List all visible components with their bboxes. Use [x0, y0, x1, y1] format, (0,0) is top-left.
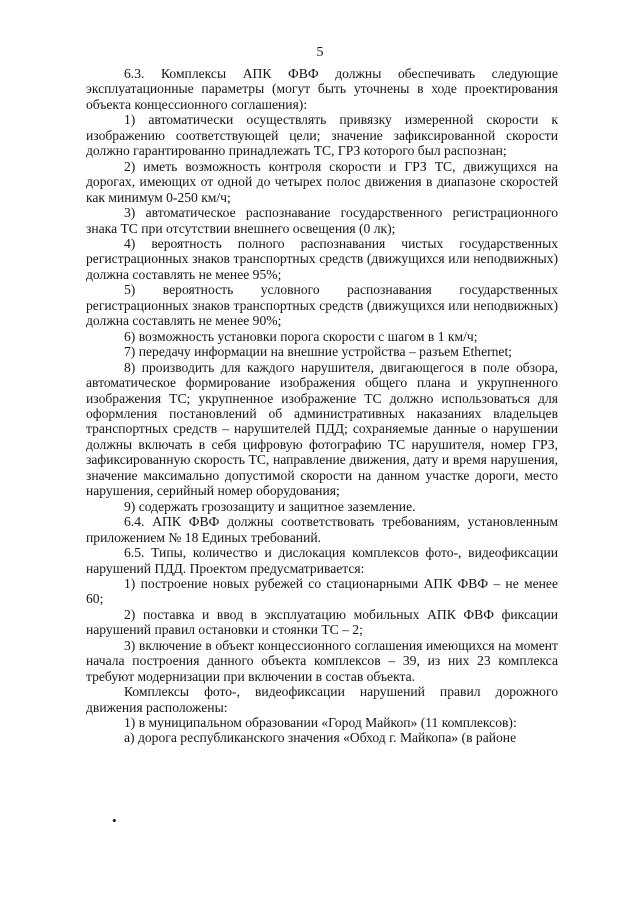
paragraph-item-4: 4) вероятность полного распознавания чистых государственных регистрационных знаков транспортных средств (движущихся или неподвижных) должна составлять не менее 95%;	[86, 235, 558, 282]
paragraph-provision-2: 2) поставка и ввод в эксплуатацию мобильных АПК ФВФ фиксации нарушений правил остановки и стоянки ТС – 2;	[86, 606, 558, 638]
paragraph-item-8: 8) производить для каждого нарушителя, двигающегося в поле обзора, автоматическое формирование изображения общего плана и укрупненного изображения ТС; укрупненное изображение ТС должно использоваться для оформления постановлений об административных наказаниях владельцев транспортных средств – нарушителей ПДД; сохраняемые данные о нарушении должны включать в себя цифровую фотографию ТС нарушителя, номер ГРЗ, зафиксированную скорость ТС, направление движения, дату и время нарушения, значение максимально допустимой скорости на данном участке дороги, место нарушения, серийный номер оборудования;	[86, 359, 558, 499]
paragraph-locations-intro: Комплексы фото-, видеофиксации нарушений правил дорожного движения расположены:	[86, 684, 558, 715]
paragraph-6-4: 6.4. АПК ФВФ должны соответствовать требованиям, установленным приложением № 18 Единых требований.	[86, 514, 558, 545]
document-body	[86, 66, 558, 746]
paragraph-item-5: 5) вероятность условного распознавания государственных регистрационных знаков транспортных средств (движущихся или неподвижных) должна составлять не менее 90%;	[86, 282, 558, 329]
paragraph-item-3: 3) автоматическое распознавание государственного регистрационного знака ТС при отсутствии внешнего освещения (0 лк);	[86, 205, 558, 236]
paragraph-road-a: а) дорога республиканского значения «Обход г. Майкопа» (в районе	[124, 730, 517, 746]
paragraph-item-2: 2) иметь возможность контроля скорости и ГРЗ ТС, движущихся на дорогах, имеющих от одной до четырех полос движения в диапазоне скоростей как минимум 0-250 км/ч;	[86, 158, 558, 205]
paragraph-provision-1: 1) построение новых рубежей со стационарными АПК ФВФ – не менее 60;	[86, 575, 558, 607]
paragraph-item-7: 7) передачу информации на внешние устройства – разъем Ethernet;	[124, 344, 513, 360]
paragraph-6-3: 6.3. Комплексы АПК ФВФ должны обеспечивать следующие эксплуатационные параметры (могут быть уточнены в ходе проектирования объекта концессионного соглашения):	[86, 66, 558, 112]
paragraph-item-1: 1) автоматически осуществлять привязку измеренной скорости к изображению соответствующей цели; значение зафиксированной скорости должно гарантированно принадлежать ТС, ГРЗ которого был распознан;	[86, 112, 558, 159]
paragraph-item-6: 6) возможность установки порога скорости с шагом в 1 км/ч;	[124, 328, 478, 344]
page-number: 5	[316, 45, 324, 60]
paragraph-6-5: 6.5. Типы, количество и дислокация комплексов фото-, видеофиксации нарушений ПДД. Проектом предусматривается:	[86, 545, 558, 576]
paragraph-provision-3: 3) включение в объект концессионного соглашения имеющихся на момент начала построения данного объекта комплексов – 39, из них 23 комплекса требуют модернизации при включении в состав объекта.	[86, 637, 558, 684]
paragraph-item-9: 9) содержать грозозащиту и защитное заземление.	[124, 498, 416, 514]
bullet-mark: •	[112, 813, 117, 828]
paragraph-maikop: 1) в муниципальном образовании «Город Майкоп» (11 комплексов):	[124, 715, 517, 731]
